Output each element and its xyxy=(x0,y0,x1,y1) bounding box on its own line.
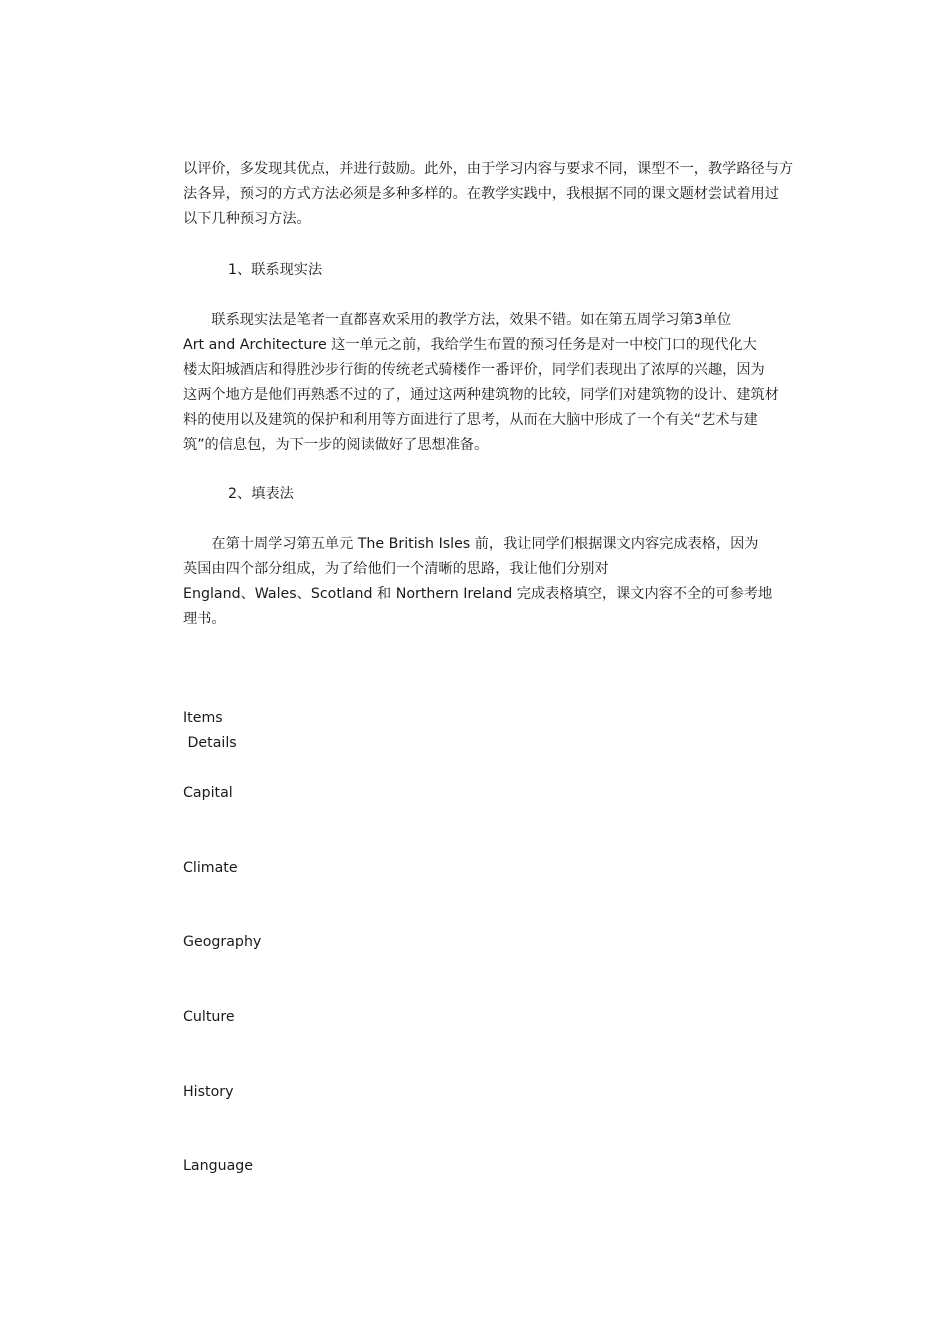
text-line: 筑”的信息包，为下一步的阅读做好了思想准备。 xyxy=(183,437,489,453)
section-2-paragraph xyxy=(183,532,773,632)
table-row-label: Language xyxy=(183,1158,254,1174)
text-line: Art and Architecture 这一单元之前，我给学生布置的预习任务是对一中校门口的现代化大 xyxy=(183,337,757,353)
intro-paragraph xyxy=(183,157,794,232)
text-line: 料的使用以及建筑的保护和利用等方面进行了思考，从而在大脑中形成了一个有关“艺术与建 xyxy=(183,412,758,428)
section-1-paragraph xyxy=(183,308,779,458)
text-line: England、Wales、Scotland 和 Northern Ireland 完成表格填空，课文内容不全的可参考地 xyxy=(183,586,773,602)
table-row-label: Culture xyxy=(183,1009,235,1025)
text-line: 以评价，多发现其优点，并进行鼓励。此外，由于学习内容与要求不同，课型不一，教学路径与方 xyxy=(183,161,794,177)
table-header-details: Details xyxy=(183,735,237,751)
text-line: 这两个地方是他们再熟悉不过的了，通过这两种建筑物的比较，同学们对建筑物的设计、建筑材 xyxy=(183,387,779,403)
text-line: 在第十周学习第五单元 The British Isles 前，我让同学们根据课文内容完成表格，因为 xyxy=(183,536,759,552)
text-line: 以下几种预习方法。 xyxy=(183,211,311,227)
text-line: 联系现实法是笔者一直都喜欢采用的教学方法，效果不错。如在第五周学习第3单位 xyxy=(183,312,732,328)
table-row-label: Geography xyxy=(183,934,262,950)
table-row-label: Climate xyxy=(183,860,238,876)
text-line: 理书。 xyxy=(183,611,226,627)
text-line: 英国由四个部分组成，为了给他们一个清晰的思路，我让他们分别对 xyxy=(183,561,609,577)
text-line: 法各异，预习的方式方法必须是多种多样的。在教学实践中，我根据不同的课文题材尝试着用过 xyxy=(183,186,779,202)
table-row-label: Capital xyxy=(183,785,233,801)
table-row-label: History xyxy=(183,1084,234,1100)
section-heading-1: 1、联系现实法 xyxy=(228,262,323,278)
table-header-items: Items xyxy=(183,710,223,726)
text-line: 楼太阳城酒店和得胜沙步行街的传统老式骑楼作一番评价，同学们表现出了浓厚的兴趣，因为 xyxy=(183,362,765,378)
section-heading-2: 2、填表法 xyxy=(228,486,294,502)
